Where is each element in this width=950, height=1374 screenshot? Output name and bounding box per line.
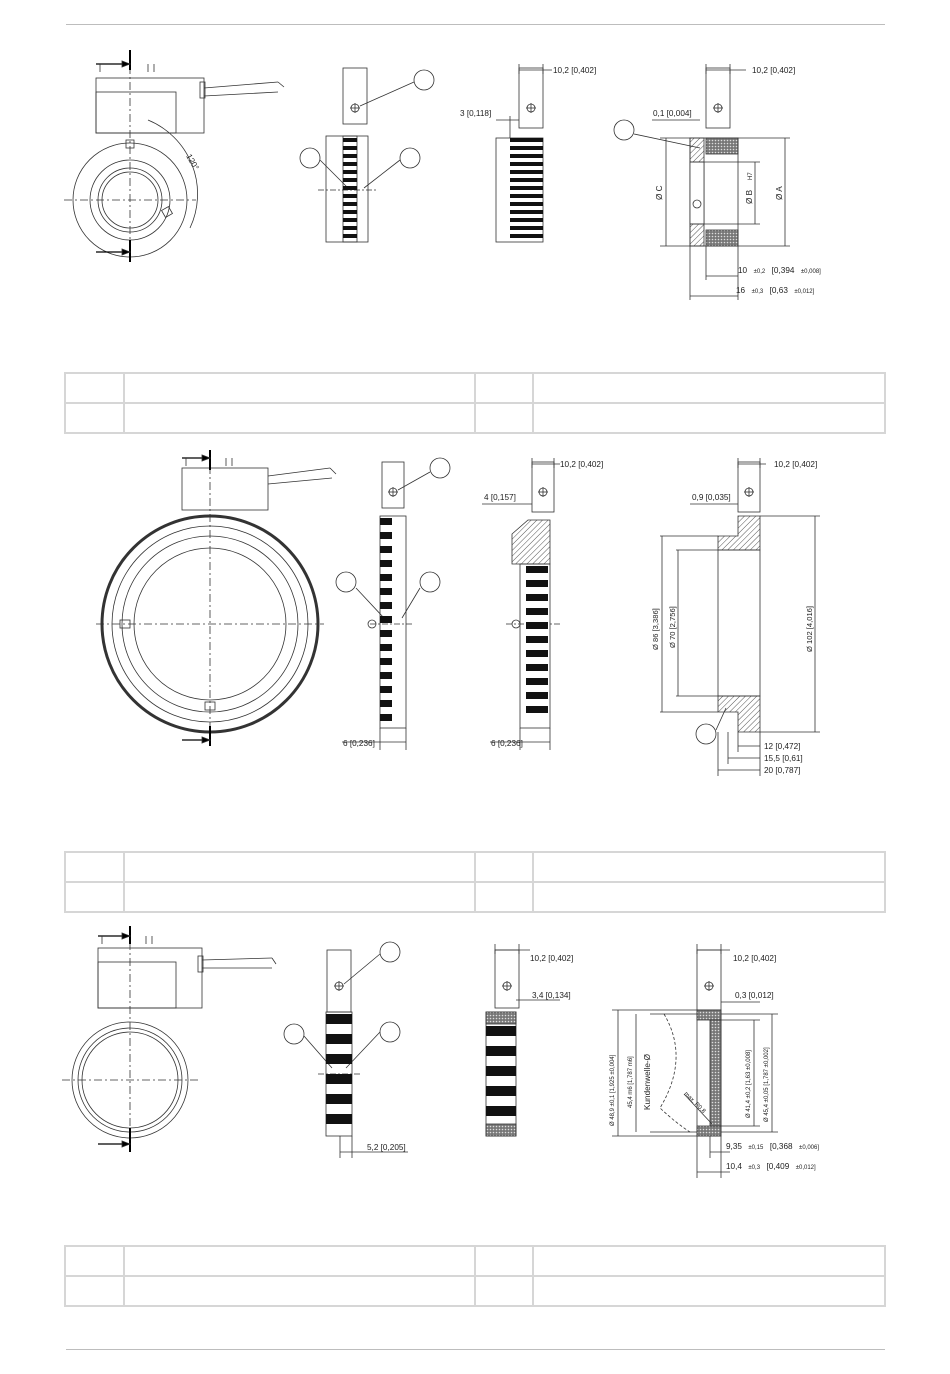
scale-stripe <box>486 1046 516 1056</box>
spec-table-3 <box>64 1245 886 1307</box>
scale-stripe <box>510 202 543 206</box>
scale-stripe <box>510 210 543 214</box>
dim-length-1-inch-tol: ±0,008] <box>800 269 821 275</box>
table-cell <box>124 373 475 403</box>
dim-length-20: 20 [0,787] <box>764 766 801 775</box>
dim-length-1-tol: ±0,15 <box>748 1145 764 1151</box>
scale-stripe <box>343 178 357 182</box>
table-cell <box>533 1246 885 1276</box>
table-row <box>65 403 885 433</box>
dim-step: 3,4 [0,134] <box>532 991 571 1000</box>
dim-dia-45-4-m6: 45,4 m6 [1,787 m6] <box>628 1056 634 1108</box>
dim-length-2-tol: ±0,3 <box>748 1165 761 1171</box>
scale-stripe <box>343 138 357 142</box>
scale-stripe <box>343 202 357 206</box>
scale-stripe <box>326 1014 352 1024</box>
table-cell <box>65 373 124 403</box>
dim-length-2-tol: ±0,3 <box>751 289 764 295</box>
scale-stripes-1 <box>343 138 357 238</box>
scale-stripe <box>526 650 548 657</box>
scale-stripe <box>510 154 543 158</box>
table-cell <box>65 1246 124 1276</box>
dim-gap: 0,3 [0,012] <box>735 991 774 1000</box>
scale-stripe <box>510 186 543 190</box>
scale-stripe <box>380 518 392 525</box>
dim-length-2-value: 10,4 <box>726 1162 742 1171</box>
scale-stripe <box>380 616 392 623</box>
spec-table-1 <box>64 372 886 434</box>
spec-table-2 <box>64 851 886 913</box>
scale-stripe <box>343 194 357 198</box>
scale-stripe <box>343 226 357 230</box>
scale-stripe <box>326 1094 352 1104</box>
table-cell <box>65 882 124 912</box>
drawing-1-svg <box>0 40 950 360</box>
table-cell <box>124 403 475 433</box>
scale-stripe <box>380 686 392 693</box>
scale-stripes-4 <box>526 566 548 713</box>
table-cell <box>533 1276 885 1306</box>
scale-stripes-2 <box>510 138 543 238</box>
table-cell <box>533 403 885 433</box>
table-cell <box>65 852 124 882</box>
dim-dia-41-4: Ø 41,4 ±0,2 [1,63 ±0,008] <box>746 1050 752 1118</box>
scale-stripe <box>380 644 392 651</box>
scale-stripe <box>510 162 543 166</box>
scale-stripe <box>510 226 543 230</box>
dim-offset: 3 [0,118] <box>460 109 492 118</box>
dim-width-1: 10,2 [0,402] <box>553 66 597 75</box>
table-cell <box>65 403 124 433</box>
table-cell <box>475 882 533 912</box>
scale-stripe <box>526 636 548 643</box>
table-cell <box>124 1246 475 1276</box>
table-cell <box>124 1276 475 1306</box>
scale-stripe <box>486 1086 516 1096</box>
dim-dia-102: Ø 102 [4,016] <box>805 605 814 652</box>
dim-length-1-value: 9,35 <box>726 1142 742 1151</box>
drawing-3-svg <box>0 918 950 1218</box>
dim-length-2-inch-tol: ±0,012] <box>795 1165 816 1171</box>
table-cell <box>124 882 475 912</box>
scale-stripe <box>486 1066 516 1076</box>
scale-stripe <box>380 658 392 665</box>
scale-stripe <box>526 566 548 573</box>
dim-gap: 0,9 [0,035] <box>692 493 731 502</box>
scale-stripe <box>326 1034 352 1044</box>
table-cell <box>475 852 533 882</box>
table-cell <box>65 1276 124 1306</box>
dim-dia-b: Ø B <box>745 189 754 204</box>
table-cell <box>475 403 533 433</box>
dim-dia-48-9: Ø 48,9 ±0,1 [1,925 ±0,004] <box>610 1054 616 1126</box>
dim-length-2-inch: [0,63 <box>769 286 788 295</box>
scale-stripe <box>526 706 548 713</box>
scale-stripe <box>510 218 543 222</box>
scale-stripe <box>380 630 392 637</box>
dim-length-1-inch: [0,368 <box>769 1142 793 1151</box>
scale-stripe <box>343 162 357 166</box>
scale-stripe <box>380 574 392 581</box>
scale-stripe <box>343 154 357 158</box>
table-row <box>65 852 885 882</box>
dim-length-1-value: 10 <box>738 266 748 275</box>
drawing-2-svg <box>0 440 950 840</box>
dim-length-1-inch-tol: ±0,006] <box>799 1145 820 1151</box>
scale-stripe <box>380 532 392 539</box>
scale-stripe <box>380 700 392 707</box>
scale-stripe <box>380 672 392 679</box>
scale-stripe <box>510 138 543 142</box>
dim-step: 4 [0,157] <box>484 493 516 502</box>
dim-length-2 <box>736 280 815 297</box>
dim-length-2-value: 16 <box>736 286 746 295</box>
scale-stripe <box>510 178 543 182</box>
dim-length-1 <box>726 1136 819 1153</box>
scale-stripe <box>526 692 548 699</box>
dim-length-2-inch: [0,409 <box>766 1162 790 1171</box>
scale-stripe <box>343 170 357 174</box>
table-row <box>65 882 885 912</box>
table-cell <box>475 373 533 403</box>
dim-length-2-inch-tol: ±0,012] <box>794 289 815 295</box>
dim-width-2: 10,2 [0,402] <box>733 954 777 963</box>
dim-thickness: 5,2 [0,205] <box>367 1143 406 1152</box>
scale-stripe <box>486 1026 516 1036</box>
dim-gap: 0,1 [0,004] <box>653 109 692 118</box>
dim-thickness-1: 6 [0,236] <box>343 739 375 748</box>
table-row <box>65 373 885 403</box>
dim-width-1: 10,2 [0,402] <box>560 460 604 469</box>
scale-stripe <box>526 678 548 685</box>
scale-stripe <box>510 194 543 198</box>
scale-stripe <box>526 608 548 615</box>
dim-length-15-5: 15,5 [0,61] <box>764 754 803 763</box>
sensor-head-front <box>96 78 204 133</box>
dim-dia-b-tol: H7 <box>748 172 754 180</box>
scale-stripe <box>380 602 392 609</box>
dim-dia-45-4: Ø 45,4 ±0,05 [1,787 ±0,002] <box>764 1047 770 1122</box>
scale-stripe <box>526 594 548 601</box>
scale-stripe <box>486 1106 516 1116</box>
dim-radius: max. R0,8 <box>682 1091 707 1115</box>
scale-stripe <box>343 210 357 214</box>
table-cell <box>533 852 885 882</box>
dim-dia-70: Ø 70 [2,756] <box>668 606 677 648</box>
scale-stripe <box>343 146 357 150</box>
dim-width-2: 10,2 [0,402] <box>752 66 796 75</box>
dim-dia-a: Ø A <box>775 186 784 200</box>
dim-length-2 <box>726 1156 816 1173</box>
table-cell <box>475 1246 533 1276</box>
scale-stripe <box>526 664 548 671</box>
scale-stripe <box>326 1114 352 1124</box>
scale-stripe <box>380 588 392 595</box>
scale-stripe <box>326 1074 352 1084</box>
scale-stripe <box>380 560 392 567</box>
scale-stripe <box>380 546 392 553</box>
table-cell <box>124 852 475 882</box>
top-rule <box>66 24 885 25</box>
scale-stripe <box>526 622 548 629</box>
scale-stripe <box>510 234 543 238</box>
dim-dia-c: Ø C <box>655 185 664 200</box>
scale-stripe <box>380 714 392 721</box>
dim-length-1 <box>738 260 821 277</box>
dim-width-2: 10,2 [0,402] <box>774 460 818 469</box>
scale-stripe <box>343 186 357 190</box>
table-row <box>65 1276 885 1306</box>
drawing-encoder-shaft <box>0 918 950 1218</box>
dim-length-1-tol: ±0,2 <box>753 269 766 275</box>
scale-stripe <box>526 580 548 587</box>
dim-thickness-2: 6 [0,236] <box>491 739 523 748</box>
scale-stripe <box>510 170 543 174</box>
dim-dia-86: Ø 86 [3,386] <box>651 608 660 650</box>
bottom-rule <box>66 1349 885 1350</box>
table-row <box>65 1246 885 1276</box>
table-cell <box>533 882 885 912</box>
scale-stripes-6 <box>486 1026 516 1116</box>
table-cell <box>475 1276 533 1306</box>
dim-width-1: 10,2 [0,402] <box>530 954 574 963</box>
angle-label: 120° <box>184 152 201 172</box>
shaft-label: Kundenwelle-Ø <box>643 1054 652 1110</box>
scale-stripe <box>326 1054 352 1064</box>
drawing-encoder-large <box>0 440 950 840</box>
dim-length-12: 12 [0,472] <box>764 742 801 751</box>
scale-stripe <box>343 218 357 222</box>
drawing-encoder-small <box>0 40 950 360</box>
table-cell <box>533 373 885 403</box>
scale-stripe <box>510 146 543 150</box>
scale-stripe <box>343 234 357 238</box>
dim-length-1-inch: [0,394 <box>771 266 795 275</box>
scale-stripes-5 <box>326 1014 352 1124</box>
scale-stripes-3 <box>380 518 392 721</box>
